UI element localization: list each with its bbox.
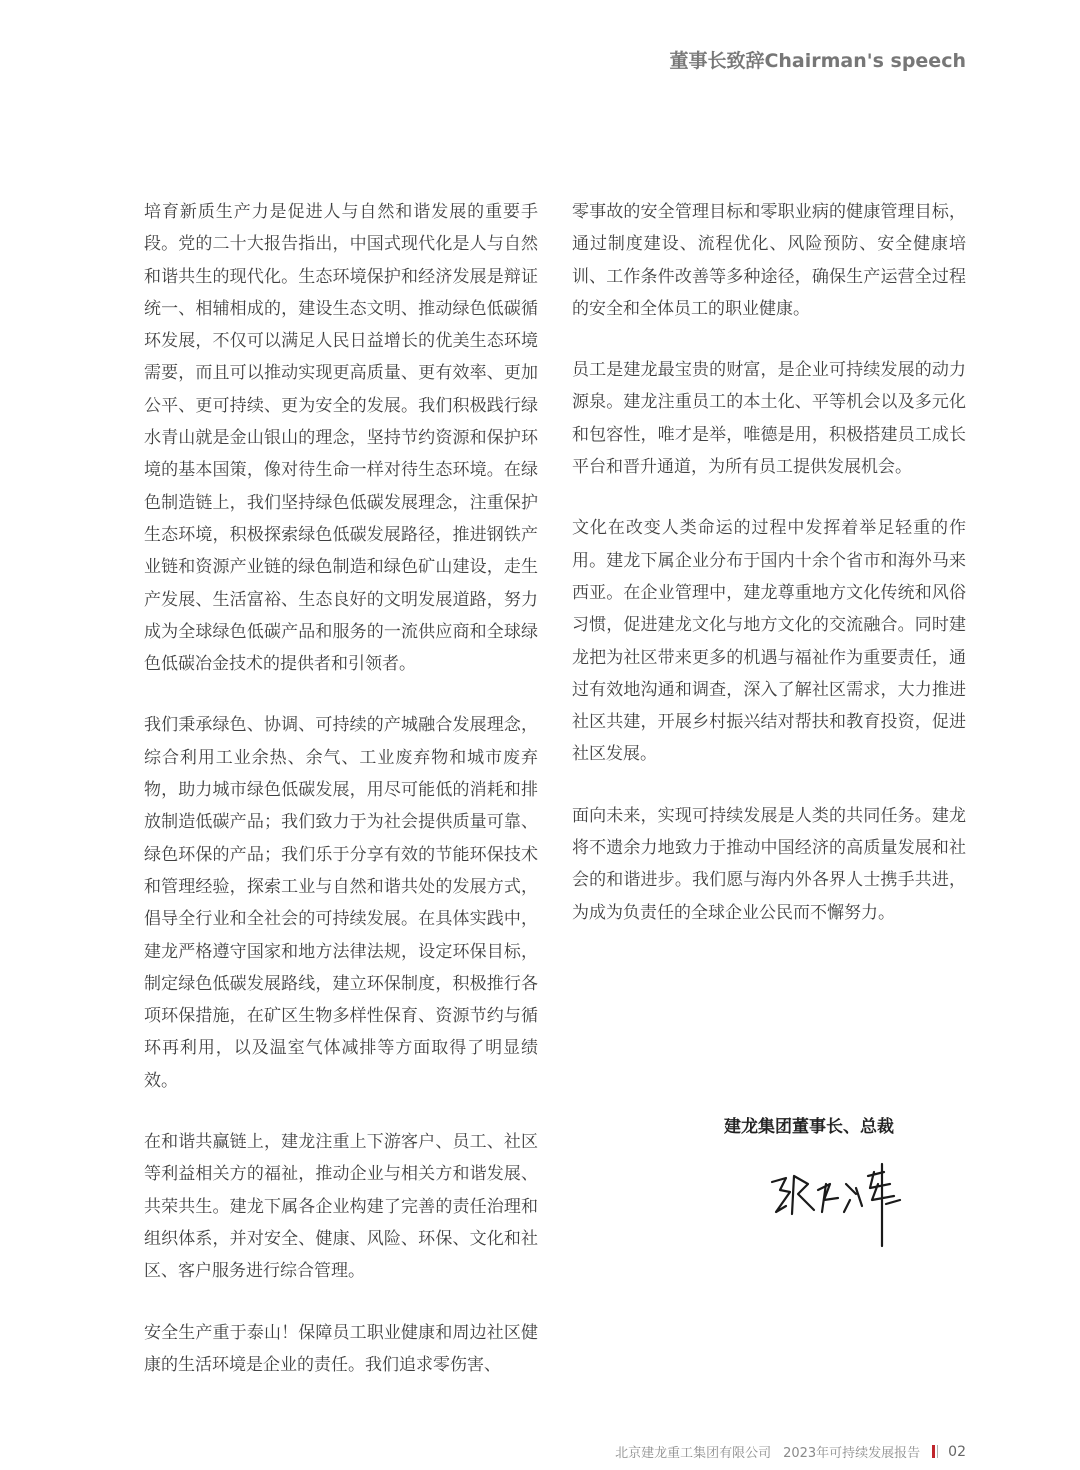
footer-company-name: 北京建龙重工集团有限公司 xyxy=(615,1446,772,1461)
page-number: 02 xyxy=(948,1443,966,1460)
left-paragraph-2: 我们秉承绿色、协调、可持续的产城融合发展理念，综合利用工业余热、余气、工业废弃物和城市废弃物，助力城市绿色低碳发展，用尽可能低的消耗和排放制造低碳产品；我们致力于为社会提供质量可靠、绿色环保的产品；我们乐于分享有效的节能环保技术和管理经验，探索工业与自然和谐共处的发展方式，倡导全行业和全社会的可持续发展。在具体实践中，建龙严格遵守国家和地方法律法规，设定环保目标，制定绿色低碳发展路线，建立环保制度，积极推行各项环保措施，在矿区生物多样性保育、资源节约与循环再利用，以及温室气体减排等方面取得了明显绩效。 xyxy=(144,715,538,1091)
left-text-column xyxy=(144,196,538,1381)
right-paragraph-2: 员工是建龙最宝贵的财富，是企业可持续发展的动力源泉。建龙注重员工的本土化、平等机会以及多元化和包容性，唯才是举，唯德是用，积极搭建员工成长平台和晋升通道，为所有员工提供发展机会。 xyxy=(572,360,966,478)
signature-block xyxy=(724,1112,954,1137)
right-paragraph-3: 文化在改变人类命运的过程中发挥着举足轻重的作用。建龙下属企业分布于国内十余个省市和海外马来西亚。在企业管理中，建龙尊重地方文化传统和风俗习惯，促进建龙文化与地方文化的交流融合。同时建龙把为社区带来更多的机遇与福祉作为重要责任，通过有效地沟通和调查，深入了解社区需求，大力推进社区共建，开展乡村振兴结对帮扶和教育投资，促进社区发展。 xyxy=(572,518,966,765)
right-paragraph-4: 面向未来，实现可持续发展是人类的共同任务。建龙将不遗余力地致力于推动中国经济的高质量发展和社会的和谐进步。我们愿与海内外各界人士携手共进，为成为负责任的全球企业公民而不懈努力。 xyxy=(572,805,966,923)
left-paragraph-3: 在和谐共赢链上，建龙注重上下游客户、员工、社区等利益相关方的福祉，推动企业与相关方和谐发展、共荣共生。建龙下属各企业构建了完善的责任治理和组织体系，并对安全、健康、风险、环保、文化和社区、客户服务进行综合管理。 xyxy=(144,1132,538,1282)
handwritten-signature-icon xyxy=(764,1154,934,1250)
signature-title: 建龙集团董事长、总裁 xyxy=(724,1117,894,1137)
right-text-column xyxy=(572,196,966,929)
page-footer xyxy=(615,1442,966,1461)
left-paragraph-1: 培育新质生产力是促进人与自然和谐发展的重要手段。党的二十大报告指出，中国式现代化是人与自然和谐共生的现代化。生态环境保护和经济发展是辩证统一、相辅相成的，建设生态文明、推动绿色低碳循环发展，不仅可以满足人民日益增长的优美生态环境需要，而且可以推动实现更高质量、更有效率、更加公平、更可持续、更为安全的发展。我们积极践行绿水青山就是金山银山的理念，坚持节约资源和保护环境的基本国策，像对待生命一样对待生态环境。在绿色制造链上，我们坚持绿色低碳发展理念，注重保护生态环境，积极探索绿色低碳发展路径，推进钢铁产业链和资源产业链的绿色制造和绿色矿山建设，走生产发展、生活富裕、生态良好的文明发展道路，努力成为全球绿色低碳产品和服务的一流供应商和全球绿色低碳冶金技术的提供者和引领者。 xyxy=(144,202,538,675)
right-paragraph-1: 零事故的安全管理目标和零职业病的健康管理目标，通过制度建设、流程优化、风险预防、安全健康培训、工作条件改善等多种途径，确保生产运营全过程的安全和全体员工的职业健康。 xyxy=(572,202,966,319)
footer-accent-bar xyxy=(932,1445,935,1458)
footer-report-title: 2023年可持续发展报告 xyxy=(783,1446,921,1461)
page-header-title: 董事长致辞Chairman's speech xyxy=(669,50,966,72)
left-paragraph-4: 安全生产重于泰山！保障员工职业健康和周边社区健康的生活环境是企业的责任。我们追求零伤害、 xyxy=(144,1322,538,1375)
footer-divider xyxy=(937,1445,938,1458)
